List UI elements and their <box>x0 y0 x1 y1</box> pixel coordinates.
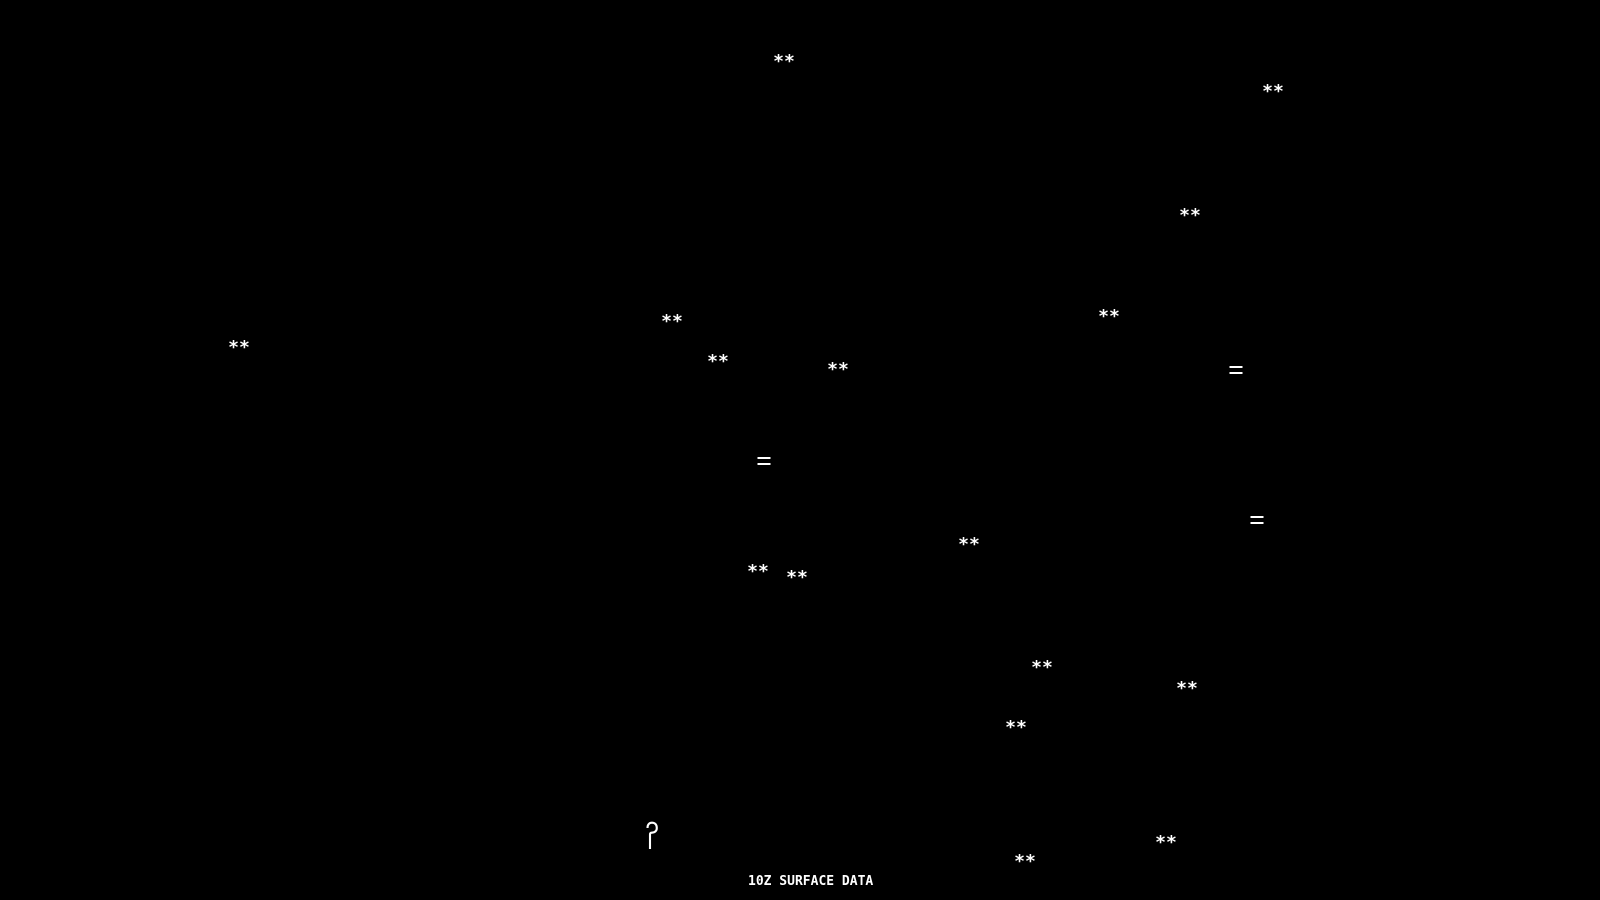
snow-symbol: ** <box>747 561 769 582</box>
snow-symbol: ** <box>228 337 250 358</box>
snow-symbol: ** <box>1005 717 1027 738</box>
snow-symbol: ** <box>827 359 849 380</box>
snow-symbol: ** <box>661 311 683 332</box>
snow-symbol: ** <box>773 51 795 72</box>
snow-symbol: ** <box>1179 205 1201 226</box>
fog-symbol <box>1251 516 1264 524</box>
snow-symbol: ** <box>1262 81 1284 102</box>
snow-symbol: ** <box>1098 306 1120 327</box>
snow-symbol: ** <box>1031 657 1053 678</box>
snow-symbol: ** <box>958 534 980 555</box>
snow-symbol: ** <box>1014 851 1036 872</box>
caption: 10Z SURFACE DATA <box>748 874 874 889</box>
snow-symbol: ** <box>707 351 729 372</box>
snow-symbol: ** <box>1155 832 1177 853</box>
fog-symbol <box>1230 366 1243 374</box>
snow-symbol: ** <box>786 567 808 588</box>
fog-symbol <box>758 457 771 465</box>
snow-symbol: ** <box>1176 678 1198 699</box>
drizzle-symbol <box>645 822 659 851</box>
